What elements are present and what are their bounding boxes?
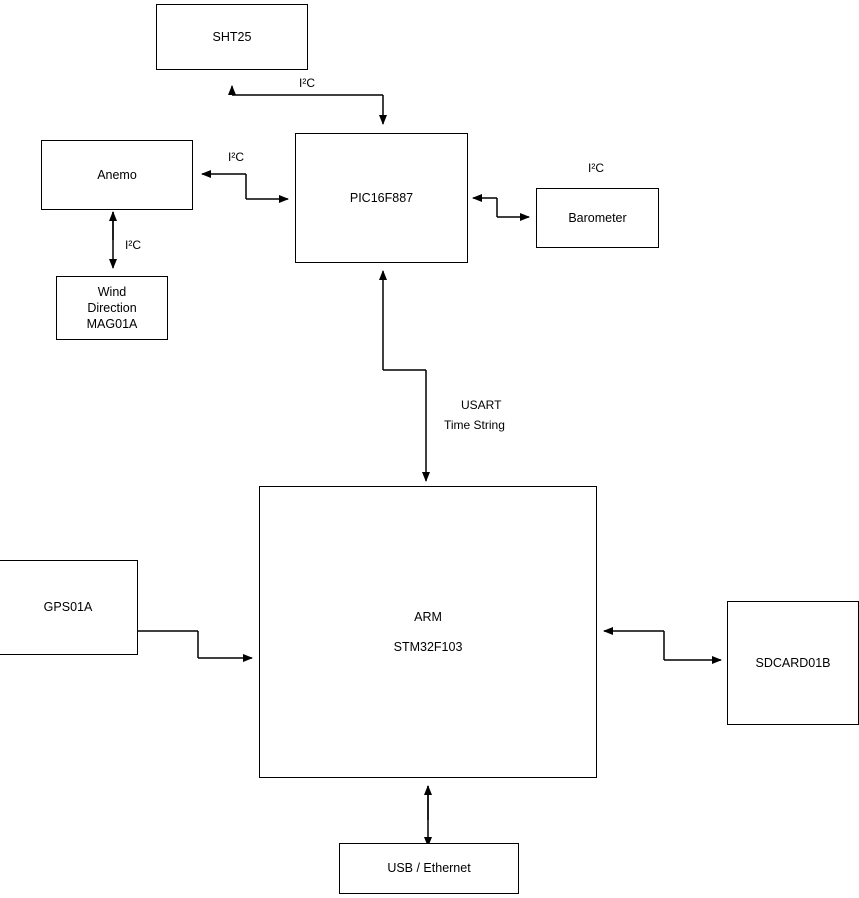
node-wind-direction-mag01a[interactable]	[56, 276, 168, 340]
connector-barometer-to-pic	[473, 198, 529, 217]
node-sdcard01b[interactable]	[727, 601, 859, 725]
connector-arm-to-sdcard	[604, 631, 721, 660]
node-anemo-label: Anemo	[97, 167, 137, 182]
node-gps01a[interactable]	[0, 560, 138, 655]
node-arm-stm32f103[interactable]	[259, 486, 597, 778]
node-gps01a-label: GPS01A	[43, 600, 93, 615]
node-pic16f887-label: PIC16F887	[349, 190, 414, 205]
node-wind-direction-line3: MAG01A	[86, 317, 138, 332]
node-arm-label: ARM	[414, 609, 442, 624]
node-usb-ethernet-label: USB / Ethernet	[387, 861, 471, 876]
node-sht25[interactable]	[156, 4, 308, 70]
node-barometer[interactable]	[536, 188, 659, 248]
node-wind-direction-line1: Wind	[97, 284, 127, 299]
edge-label-anemo-i2c: I²C	[228, 150, 244, 164]
node-anemo[interactable]	[41, 140, 193, 210]
edge-label-sht25-i2c: I²C	[299, 76, 315, 90]
connector-anemo-to-pic	[202, 174, 288, 199]
edge-label-time-string: Time String	[444, 418, 505, 432]
node-usb-ethernet[interactable]	[339, 843, 519, 894]
edge-label-winddir-i2c: I²C	[125, 238, 141, 252]
connector-gps-to-arm	[138, 631, 252, 658]
edge-label-usart: USART	[461, 398, 502, 412]
connector-sht25-to-pic	[232, 86, 383, 124]
node-arm-mcu-label: STM32F103	[393, 640, 463, 654]
connector-pic-to-arm	[383, 271, 426, 481]
node-sht25-label: SHT25	[212, 29, 252, 44]
node-sdcard01b-label: SDCARD01B	[755, 655, 831, 670]
node-barometer-label: Barometer	[568, 210, 627, 225]
node-pic16f887[interactable]	[295, 133, 468, 263]
node-wind-direction-line2: Direction	[87, 300, 137, 315]
edge-label-barometer-i2c: I²C	[588, 161, 604, 175]
